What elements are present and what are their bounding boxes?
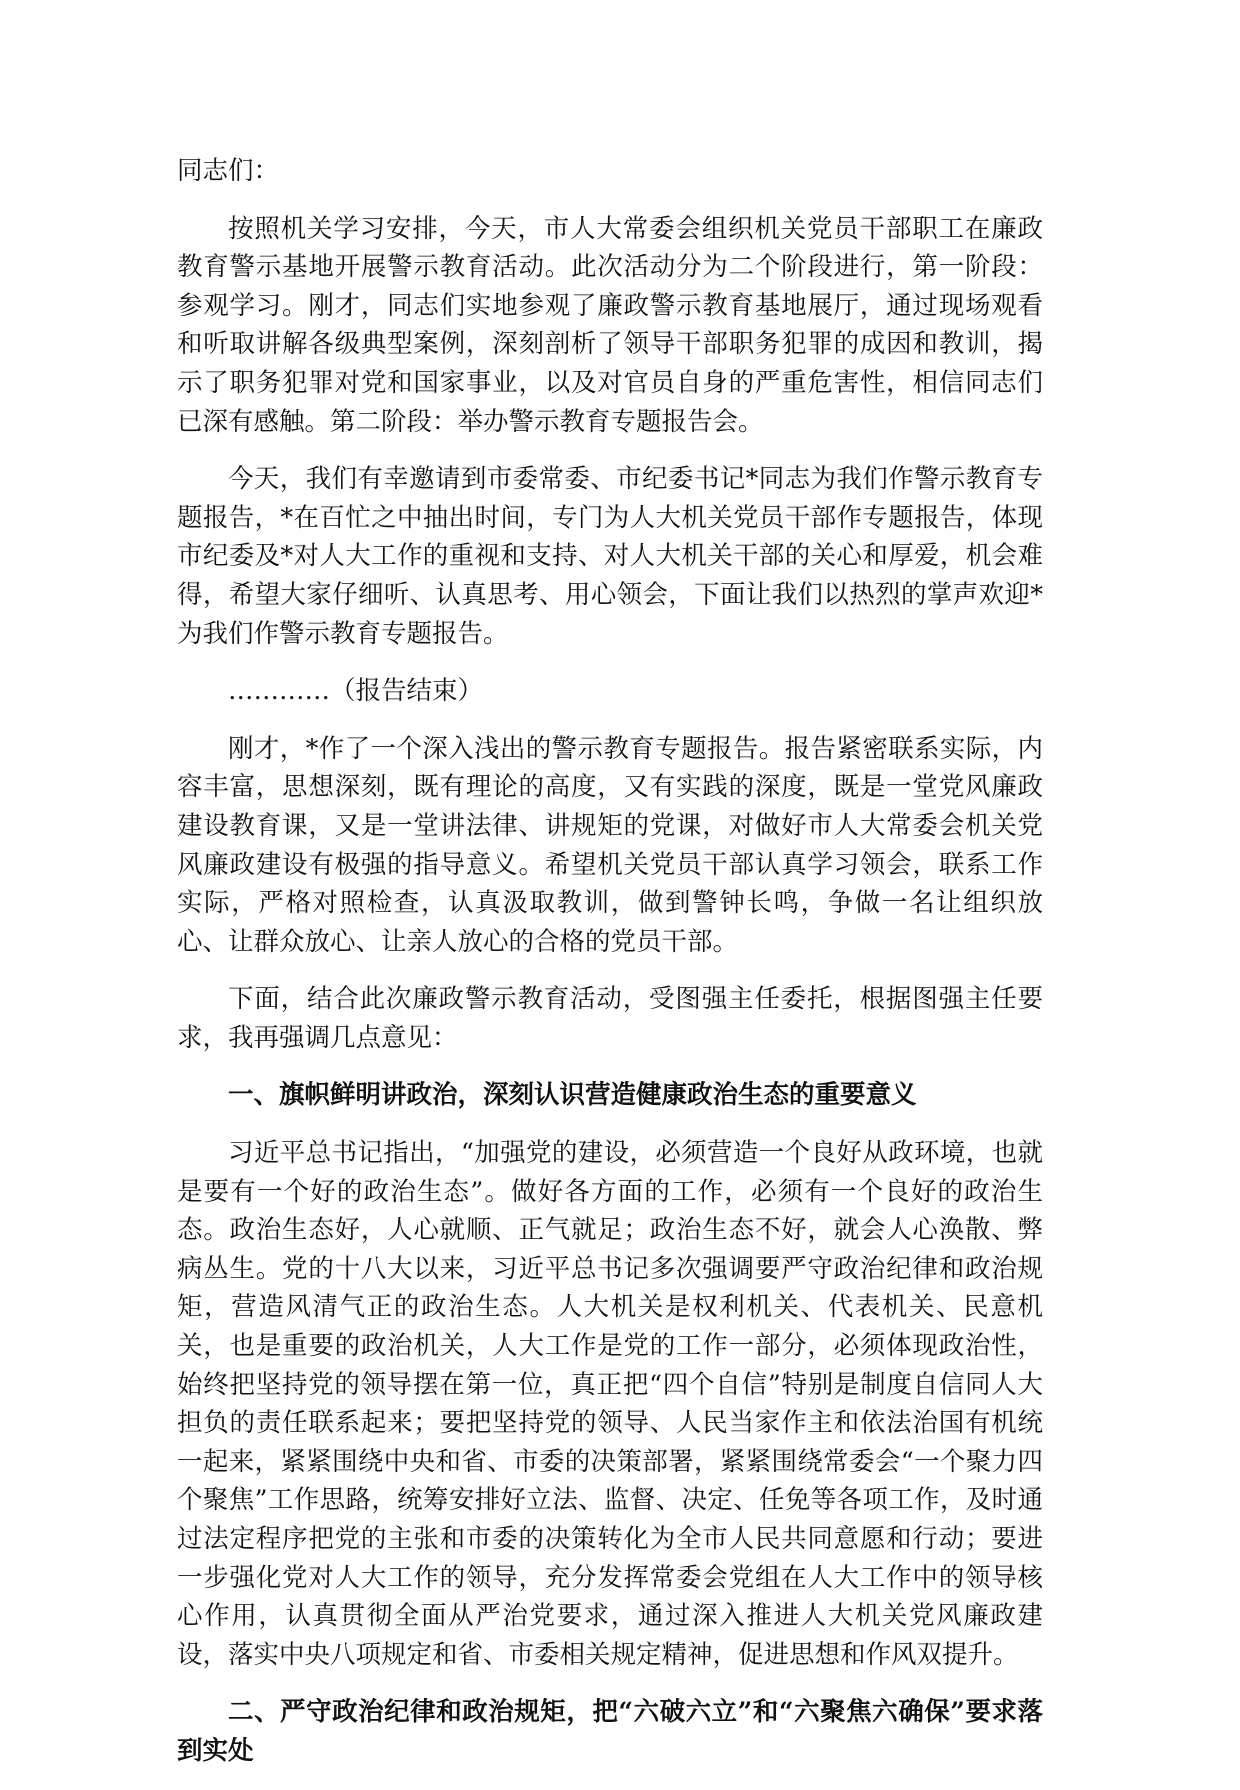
report-end-marker: …………（报告结束） xyxy=(228,676,484,707)
document-page xyxy=(177,152,1043,1790)
paragraph-political-ecology: 习近平总书记指出，“加强党的建设，必须营造一个良好从政环境，也就是要有一个好的政治生态”。做好各方面的工作，必须有一个良好的政治生态。政治生态好，人心就顺、正气就足；政治生态不好，就会人心涣散、弊病丛生。党的十八大以来，习近平总书记多次强调要严守政治纪律和政治规矩，营造风清气正的政治生态。人大机关是权利机关、代表机关、民意机关，也是重要的政治机关，人大工作是党的工作一部分，必须体现政治性，始终把坚持党的领导摆在第一位，真正把“四个自信”特别是制度自信同人大担负的责任联系起来；要把坚持党的领导、人民当家作主和依法治国有机统一起来，紧紧围绕中央和省、市委的决策部署，紧紧围绕常委会“一个聚力四个聚焦”工作思路，统筹安排好立法、监督、决定、任免等各项工作，及时通过法定程序把党的主张和市委的决策转化为全市人民共同意愿和行动；要进一步强化党对人大工作的领导，充分发挥常委会党组在人大工作中的领导核心作用，认真贯彻全面从严治党要求，通过深入推进人大机关党风廉政建设，落实中央八项规定和省、市委相关规定精神，促进思想和作风双提升。 xyxy=(177,1138,1043,1670)
greeting: 同志们： xyxy=(177,156,280,186)
section-heading-1: 一、旗帜鲜明讲政治，深刻认识营造健康政治生态的重要意义 xyxy=(228,1080,917,1111)
paragraph-transition: 下面，结合此次廉政警示教育活动，受图强主任委托，根据图强主任要求，我再强调几点意见： xyxy=(177,984,1043,1053)
paragraph-speaker-welcome: 今天，我们有幸邀请到市委常委、市纪委书记*同志为我们作警示教育专题报告，*在百忙之中抽出时间，专门为人大机关党员干部作专题报告，体现市纪委及*对人大工作的重视和支持、对人大机关干部的关心和厚爱，机会难得，希望大家仔细听、认真思考、用心领会，下面让我们以热烈的掌声欢迎*为我们作警示教育专题报告。 xyxy=(177,464,1043,649)
paragraph-activity-intro: 按照机关学习安排，今天，市人大常委会组织机关党员干部职工在廉政教育警示基地开展警示教育活动。此次活动分为二个阶段进行，第一阶段：参观学习。刚才，同志们实地参观了廉政警示教育基地展厅，通过现场观看和听取讲解各级典型案例，深刻剖析了领导干部职务犯罪的成因和教训，揭示了职务犯罪对党和国家事业，以及对官员自身的严重危害性，相信同志们已深有感触。第二阶段：举办警示教育专题报告会。 xyxy=(177,213,1043,437)
section-heading-2: 二、严守政治纪律和政治规矩，把“六破六立”和“六聚焦六确保”要求落到实处 xyxy=(177,1697,1043,1766)
paragraph-report-summary: 刚才，*作了一个深入浅出的警示教育专题报告。报告紧密联系实际，内容丰富，思想深刻，既有理论的高度，又有实践的深度，既是一堂党风廉政建设教育课，又是一堂讲法律、讲规矩的党课，对做好市人大常委会机关党风廉政建设有极强的指导意义。希望机关党员干部认真学习领会，联系工作实际，严格对照检查，认真汲取教训，做到警钟长鸣，争做一名让组织放心、让群众放心、让亲人放心的合格的党员干部。 xyxy=(177,733,1043,957)
